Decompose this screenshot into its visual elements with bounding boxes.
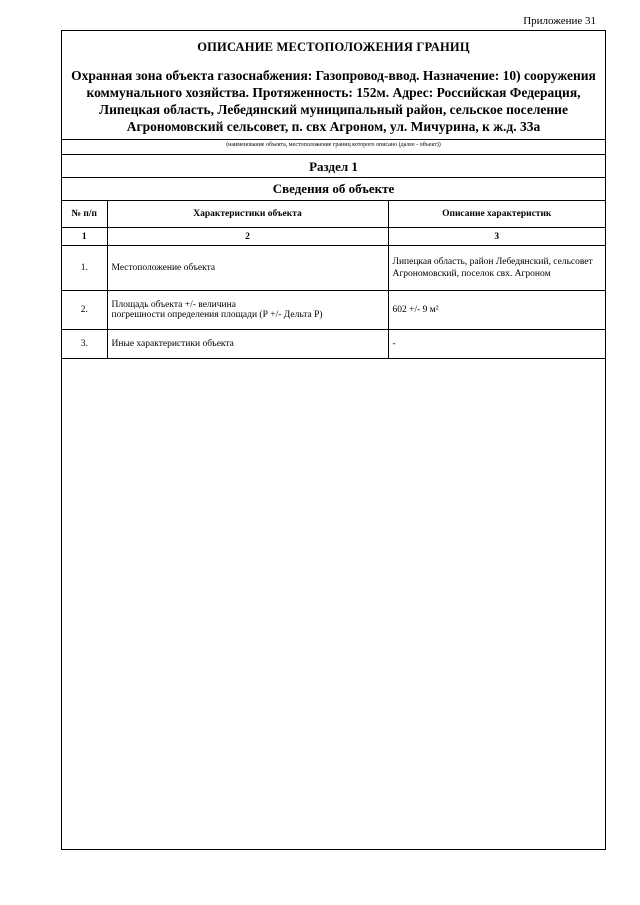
document-frame bbox=[61, 30, 606, 850]
row-characteristic bbox=[107, 291, 388, 330]
document-title: ОПИСАНИЕ МЕСТОПОЛОЖЕНИЯ ГРАНИЦ bbox=[197, 40, 470, 54]
table-header-row bbox=[62, 201, 605, 228]
row-description: 602 +/- 9 м² bbox=[388, 291, 605, 330]
row-characteristic-line: погрешности определения площади (Р +/- Дельта Р) bbox=[111, 310, 323, 320]
row-description: Липецкая область, район Лебедянский, сельсовет Агрономовский, поселок свх. Агроном bbox=[388, 246, 605, 291]
row-num: 2. bbox=[62, 291, 107, 330]
column-number: 1 bbox=[62, 228, 107, 246]
column-number: 2 bbox=[107, 228, 388, 246]
object-caption: (наименование объекта, местоположение границ которого описано (далее - объект)) bbox=[62, 140, 605, 155]
row-characteristic: Местоположение объекта bbox=[107, 246, 388, 291]
row-characteristic-line: Площадь объекта +/- величина bbox=[111, 300, 236, 310]
row-num: 3. bbox=[62, 330, 107, 359]
table-row bbox=[62, 330, 605, 359]
object-description: Охранная зона объекта газоснабжения: Газопровод-ввод. Назначение: 10) сооружения коммунального хозяйства. Протяженность: 152м. Адрес: Российская Федерация, Липецкая область, Лебедянский муниципальный район, сельское поселение Агрономовский сельсовет, п. свх Агроном, ул. Мичурина, к ж.д. 33а bbox=[71, 68, 596, 134]
column-number: 3 bbox=[388, 228, 605, 246]
document-header bbox=[62, 31, 605, 140]
header-num: № п/п bbox=[62, 201, 107, 228]
table-row bbox=[62, 291, 605, 330]
object-info-table bbox=[62, 201, 605, 359]
table-row bbox=[62, 246, 605, 291]
header-description: Описание характеристик bbox=[388, 201, 605, 228]
section-title: Раздел 1 bbox=[62, 155, 605, 178]
row-description: - bbox=[388, 330, 605, 359]
appendix-label: Приложение 31 bbox=[523, 15, 596, 27]
column-numbers-row bbox=[62, 228, 605, 246]
section-subtitle: Сведения об объекте bbox=[62, 178, 605, 201]
row-characteristic: Иные характеристики объекта bbox=[107, 330, 388, 359]
row-num: 1. bbox=[62, 246, 107, 291]
header-characteristic: Характеристики объекта bbox=[107, 201, 388, 228]
